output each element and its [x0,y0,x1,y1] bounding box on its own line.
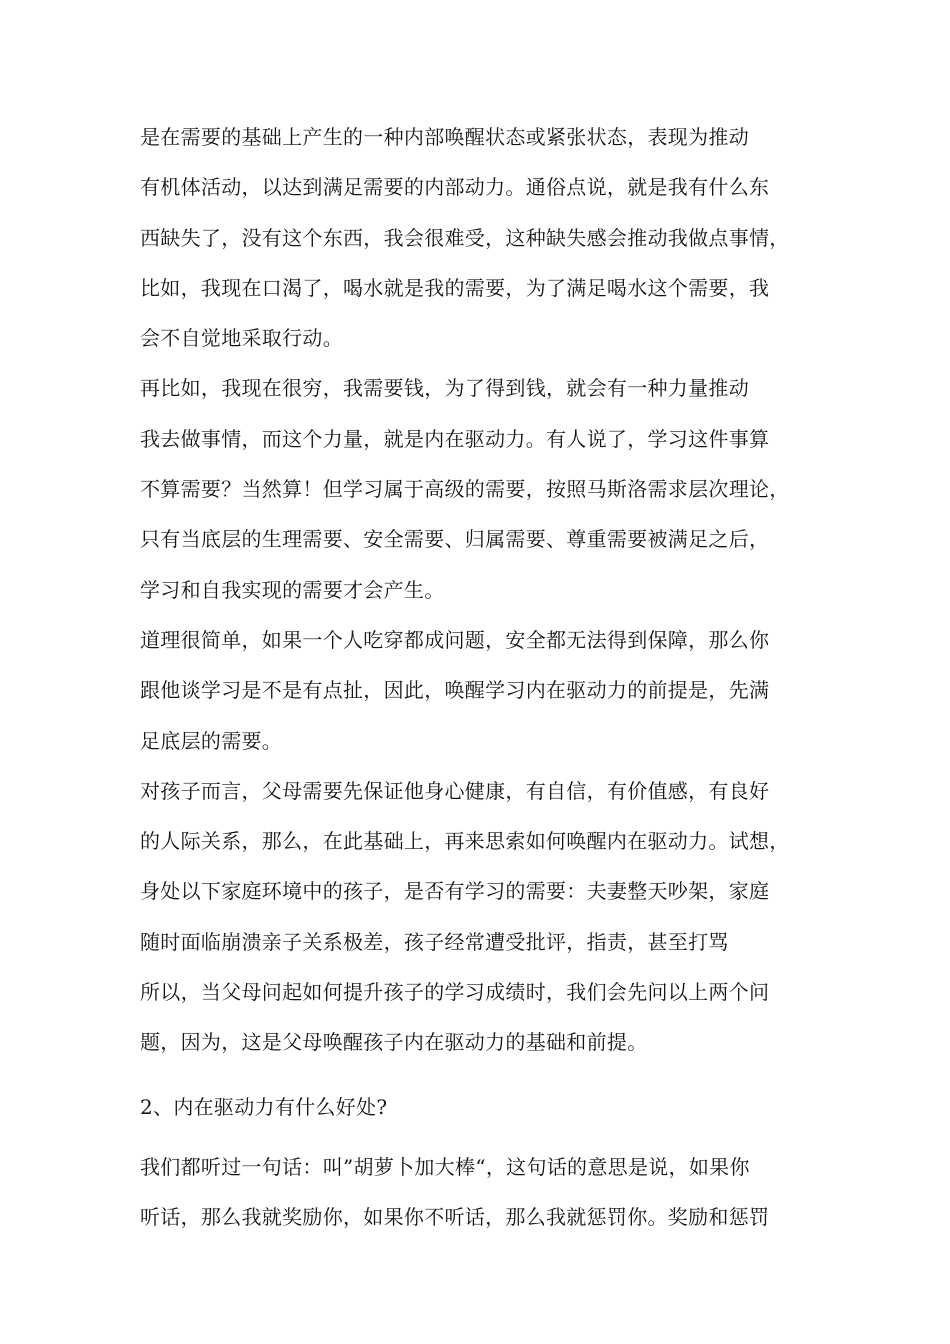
text-line: 不算需要？当然算！但学习属于高级的需要，按照马斯洛需求层次理论， [140,477,790,502]
text-line: 只有当底层的生理需要、安全需要、归属需要、尊重需要被满足之后， [140,527,770,552]
text-line: 题，因为，这是父母唤醒孩子内在驱动力的基础和前提。 [140,1030,648,1055]
text-line: 我们都听过一句话：叫”胡萝卜加大棒“，这句话的意思是说，如果你 [140,1154,750,1179]
text-line: 跟他谈学习是不是有点扯，因此，唤醒学习内在驱动力的前提是，先满 [140,678,770,703]
text-line: 西缺失了，没有这个东西，我会很难受，这种缺失感会推动我做点事情， [140,225,790,250]
text-line: 我去做事情，而这个力量，就是内在驱动力。有人说了，学习这件事算 [140,426,770,451]
text-line: 学习和自我实现的需要才会产生。 [140,577,445,602]
text-line: 有机体活动，以达到满足需要的内部动力。通俗点说，就是我有什么东 [140,175,770,200]
text-line: 足底层的需要。 [140,728,283,753]
section-heading: 2、内在驱动力有什么好处? [140,1094,388,1119]
text-line: 所以，当父母问起如何提升孩子的学习成绩时，我们会先问以上两个问 [140,980,770,1005]
text-line: 会不自觉地采取行动。 [140,326,343,351]
text-line: 是在需要的基础上产生的一种内部唤醒状态或紧张状态，表现为推动 [140,125,749,149]
text-line: 再比如，我现在很穷，我需要钱，为了得到钱，就会有一种力量推动 [140,376,749,401]
text-line: 的人际关系，那么，在此基础上，再来思索如何唤醒内在驱动力。试想， [140,829,790,854]
text-line: 随时面临崩溃亲子关系极差，孩子经常遭受批评，指责，甚至打骂 [140,929,729,954]
text-line: 听话，那么我就奖励你，如果你不听话，那么我就惩罚你。奖励和惩罚 [140,1204,770,1229]
document-body [140,112,820,1242]
text-line: 对孩子而言，父母需要先保证他身心健康，有自信，有价值感，有良好 [140,778,770,803]
text-line: 比如，我现在口渴了，喝水就是我的需要，为了满足喝水这个需要，我 [140,275,770,300]
text-line: 道理很简单，如果一个人吃穿都成问题，安全都无法得到保障，那么你 [140,627,770,652]
text-line: 身处以下家庭环境中的孩子，是否有学习的需要：夫妻整天吵架，家庭 [140,879,770,904]
